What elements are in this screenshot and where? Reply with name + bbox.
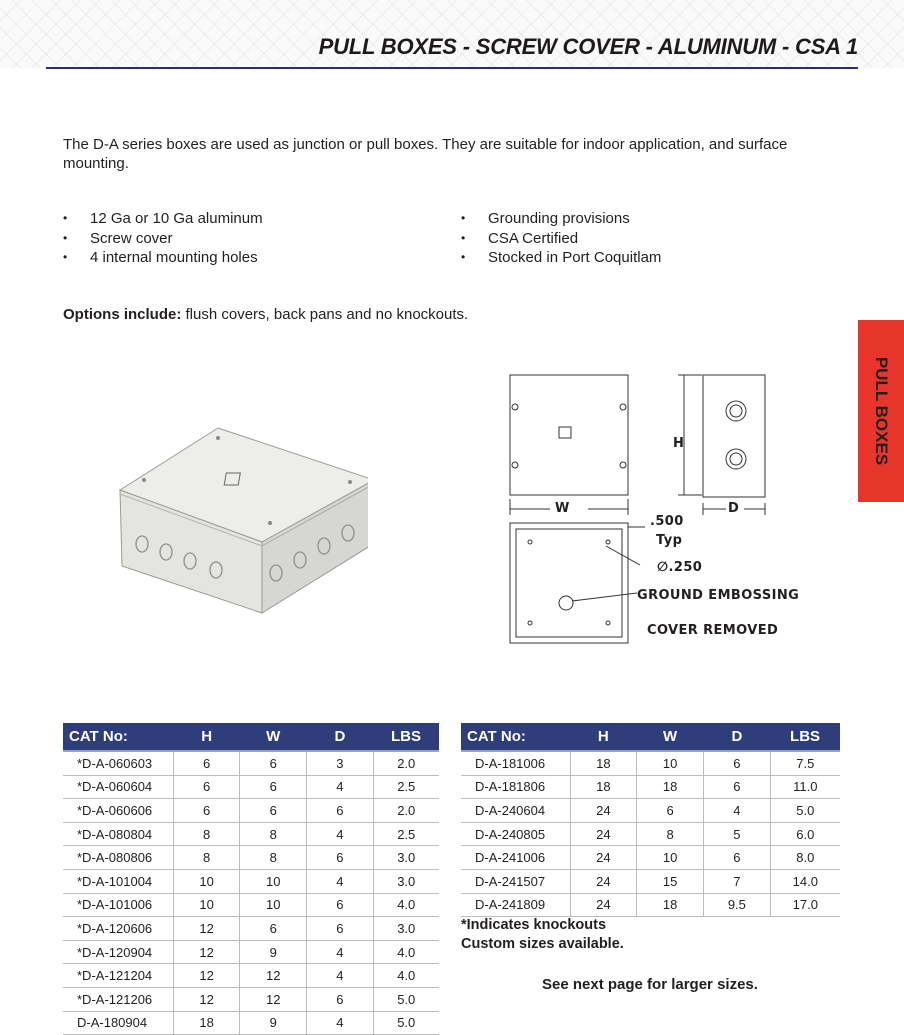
feature-item: • Screw cover bbox=[63, 229, 263, 249]
d-cell: 6 bbox=[307, 987, 373, 1011]
h-cell: 12 bbox=[174, 987, 240, 1011]
table-row bbox=[63, 917, 439, 941]
d-cell: 4 bbox=[307, 964, 373, 988]
d-cell: 6 bbox=[704, 846, 770, 870]
w-cell: 15 bbox=[637, 869, 704, 893]
next-page-note: See next page for larger sizes. bbox=[542, 976, 758, 993]
knockouts-note: *Indicates knockouts bbox=[461, 917, 607, 933]
lbs-cell: 2.5 bbox=[373, 775, 439, 799]
cat-no-cell: D-A-241809 bbox=[461, 893, 570, 917]
h-cell: 18 bbox=[570, 751, 636, 775]
d-cell: 4 bbox=[307, 822, 373, 846]
h-cell: 10 bbox=[174, 869, 240, 893]
h-cell: 6 bbox=[174, 751, 240, 775]
lbs-cell: 2.0 bbox=[373, 751, 439, 775]
d-dimension-label: D bbox=[728, 501, 740, 516]
w-cell: 9 bbox=[240, 940, 307, 964]
custom-sizes-note: Custom sizes available. bbox=[461, 936, 624, 952]
cat-no-cell: D-A-181006 bbox=[461, 751, 570, 775]
col-header-h: H bbox=[570, 723, 636, 751]
d-cell: 3 bbox=[307, 751, 373, 775]
page-title: PULL BOXES - SCREW COVER - ALUMINUM - CSA 1 bbox=[318, 34, 858, 59]
dimension-250: ∅.250 bbox=[657, 560, 703, 575]
d-cell: 6 bbox=[704, 775, 770, 799]
col-header-lbs: LBS bbox=[770, 723, 840, 751]
h-cell: 6 bbox=[174, 799, 240, 823]
h-cell: 8 bbox=[174, 846, 240, 870]
feature-item: • 12 Ga or 10 Ga aluminum bbox=[63, 209, 263, 229]
w-cell: 6 bbox=[240, 917, 307, 941]
w-cell: 9 bbox=[240, 1011, 307, 1035]
cat-no-cell: D-A-181806 bbox=[461, 775, 570, 799]
h-cell: 12 bbox=[174, 964, 240, 988]
col-header-cat: CAT No: bbox=[63, 723, 174, 751]
options-line bbox=[63, 306, 468, 323]
h-cell: 24 bbox=[570, 799, 636, 823]
h-cell: 24 bbox=[570, 846, 636, 870]
w-cell: 10 bbox=[637, 846, 704, 870]
w-cell: 8 bbox=[240, 822, 307, 846]
lbs-cell: 5.0 bbox=[373, 1011, 439, 1035]
table-row bbox=[461, 869, 840, 893]
d-cell: 6 bbox=[704, 751, 770, 775]
lbs-cell: 11.0 bbox=[770, 775, 840, 799]
lbs-cell: 5.0 bbox=[373, 987, 439, 1011]
cat-no-cell: *D-A-120606 bbox=[63, 917, 174, 941]
feature-item: • 4 internal mounting holes bbox=[63, 248, 263, 268]
d-cell: 9.5 bbox=[704, 893, 770, 917]
lbs-cell: 3.0 bbox=[373, 869, 439, 893]
cat-no-cell: *D-A-121204 bbox=[63, 964, 174, 988]
w-cell: 12 bbox=[240, 964, 307, 988]
h-cell: 24 bbox=[570, 869, 636, 893]
table-row bbox=[63, 775, 439, 799]
lbs-cell: 4.0 bbox=[373, 940, 439, 964]
col-header-h: H bbox=[174, 723, 240, 751]
table-row bbox=[63, 1011, 439, 1035]
lbs-cell: 14.0 bbox=[770, 869, 840, 893]
lbs-cell: 7.5 bbox=[770, 751, 840, 775]
w-cell: 12 bbox=[240, 987, 307, 1011]
lbs-cell: 3.0 bbox=[373, 846, 439, 870]
table-row bbox=[63, 869, 439, 893]
w-cell: 10 bbox=[637, 751, 704, 775]
h-cell: 24 bbox=[570, 893, 636, 917]
table-row bbox=[63, 751, 439, 775]
cat-no-cell: D-A-241507 bbox=[461, 869, 570, 893]
lbs-cell: 8.0 bbox=[770, 846, 840, 870]
w-cell: 18 bbox=[637, 893, 704, 917]
lbs-cell: 2.5 bbox=[373, 822, 439, 846]
lbs-cell: 3.0 bbox=[373, 917, 439, 941]
cat-no-cell: *D-A-120904 bbox=[63, 940, 174, 964]
feature-item: • Grounding provisions bbox=[461, 209, 661, 229]
cat-no-cell: *D-A-060604 bbox=[63, 775, 174, 799]
h-cell: 6 bbox=[174, 775, 240, 799]
table-row bbox=[63, 846, 439, 870]
feature-item: • Stocked in Port Coquitlam bbox=[461, 248, 661, 268]
d-cell: 4 bbox=[307, 869, 373, 893]
h-dimension-label: H bbox=[673, 436, 685, 451]
w-cell: 10 bbox=[240, 869, 307, 893]
d-cell: 4 bbox=[307, 940, 373, 964]
w-cell: 6 bbox=[240, 799, 307, 823]
feature-item: • CSA Certified bbox=[461, 229, 661, 249]
lbs-cell: 4.0 bbox=[373, 964, 439, 988]
h-cell: 24 bbox=[570, 822, 636, 846]
intro-paragraph: The D-A series boxes are used as junction or pull boxes. They are suitable for indoor application, and surface mounting. bbox=[63, 136, 788, 172]
table-row bbox=[461, 893, 840, 917]
dimension-500: .500 bbox=[650, 514, 684, 529]
ground-embossing-label: GROUND EMBOSSING bbox=[637, 588, 800, 603]
w-cell: 8 bbox=[240, 846, 307, 870]
w-cell: 10 bbox=[240, 893, 307, 917]
d-cell: 4 bbox=[307, 1011, 373, 1035]
cat-no-cell: *D-A-101004 bbox=[63, 869, 174, 893]
table-header-row bbox=[63, 723, 439, 751]
h-cell: 10 bbox=[174, 893, 240, 917]
cat-no-cell: *D-A-060606 bbox=[63, 799, 174, 823]
table-row bbox=[63, 940, 439, 964]
h-cell: 12 bbox=[174, 940, 240, 964]
d-cell: 6 bbox=[307, 917, 373, 941]
w-cell: 6 bbox=[240, 775, 307, 799]
cat-no-cell: D-A-180904 bbox=[63, 1011, 174, 1035]
dimension-typ: Typ bbox=[656, 533, 683, 548]
cat-no-cell: D-A-241006 bbox=[461, 846, 570, 870]
dimension-drawing bbox=[490, 365, 790, 650]
h-cell: 18 bbox=[174, 1011, 240, 1035]
table-header-row bbox=[461, 723, 840, 751]
table-body-left bbox=[63, 751, 439, 1035]
w-dimension-label: W bbox=[555, 501, 570, 516]
cat-no-cell: *D-A-080804 bbox=[63, 822, 174, 846]
d-cell: 6 bbox=[307, 893, 373, 917]
footnote bbox=[461, 916, 624, 954]
col-header-d: D bbox=[307, 723, 373, 751]
d-cell: 5 bbox=[704, 822, 770, 846]
col-header-w: W bbox=[240, 723, 307, 751]
table-row bbox=[63, 893, 439, 917]
options-label: Options include: bbox=[63, 306, 182, 323]
cat-no-cell: *D-A-101006 bbox=[63, 893, 174, 917]
spec-table-left bbox=[63, 723, 439, 1035]
table-row bbox=[461, 799, 840, 823]
cat-no-cell: *D-A-060603 bbox=[63, 751, 174, 775]
table-row bbox=[63, 799, 439, 823]
col-header-lbs: LBS bbox=[373, 723, 439, 751]
features-list-right bbox=[461, 209, 661, 268]
table-body-right bbox=[461, 751, 840, 917]
features-list-left bbox=[63, 209, 263, 268]
table-row bbox=[461, 775, 840, 799]
h-cell: 18 bbox=[570, 775, 636, 799]
h-cell: 8 bbox=[174, 822, 240, 846]
d-cell: 6 bbox=[307, 846, 373, 870]
lbs-cell: 5.0 bbox=[770, 799, 840, 823]
lbs-cell: 17.0 bbox=[770, 893, 840, 917]
col-header-cat: CAT No: bbox=[461, 723, 570, 751]
cat-no-cell: D-A-240604 bbox=[461, 799, 570, 823]
cat-no-cell: *D-A-080806 bbox=[63, 846, 174, 870]
d-cell: 6 bbox=[307, 799, 373, 823]
side-tab bbox=[858, 320, 904, 502]
lbs-cell: 4.0 bbox=[373, 893, 439, 917]
cat-no-cell: *D-A-121206 bbox=[63, 987, 174, 1011]
d-cell: 7 bbox=[704, 869, 770, 893]
col-header-w: W bbox=[637, 723, 704, 751]
table-row bbox=[63, 964, 439, 988]
lbs-cell: 6.0 bbox=[770, 822, 840, 846]
table-row bbox=[461, 822, 840, 846]
spec-table-right bbox=[461, 723, 840, 917]
lbs-cell: 2.0 bbox=[373, 799, 439, 823]
h-cell: 12 bbox=[174, 917, 240, 941]
w-cell: 6 bbox=[637, 799, 704, 823]
table-row bbox=[461, 751, 840, 775]
table-row bbox=[461, 846, 840, 870]
w-cell: 6 bbox=[240, 751, 307, 775]
table-row bbox=[63, 987, 439, 1011]
table-row bbox=[63, 822, 439, 846]
w-cell: 8 bbox=[637, 822, 704, 846]
d-cell: 4 bbox=[704, 799, 770, 823]
title-rule bbox=[46, 67, 858, 69]
options-text: flush covers, back pans and no knockouts. bbox=[181, 306, 469, 323]
d-cell: 4 bbox=[307, 775, 373, 799]
cover-removed-label: COVER REMOVED bbox=[647, 623, 779, 638]
cat-no-cell: D-A-240805 bbox=[461, 822, 570, 846]
col-header-d: D bbox=[704, 723, 770, 751]
w-cell: 18 bbox=[637, 775, 704, 799]
side-tab-label: PULL BOXES bbox=[872, 356, 891, 466]
pull-box-image bbox=[112, 418, 368, 618]
